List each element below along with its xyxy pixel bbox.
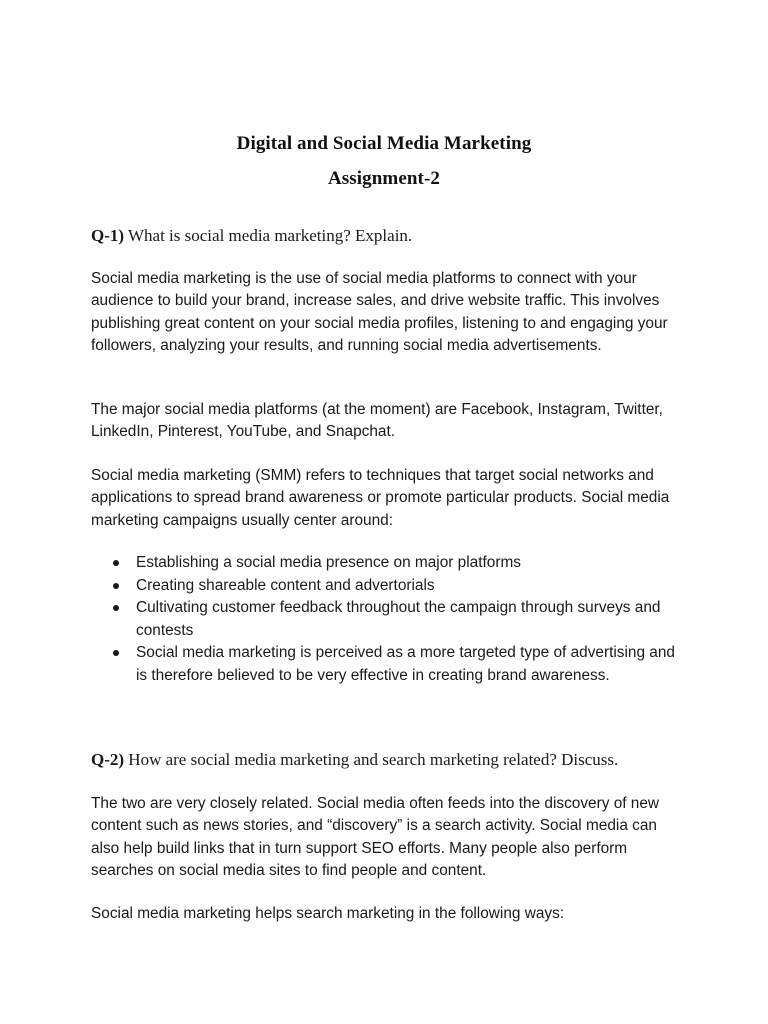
question-2-number: Q-2)	[91, 750, 125, 769]
paragraph-q1-2: The major social media platforms (at the moment) are Facebook, Instagram, Twitter, LinkedIn, Pinterest, YouTube, and Snapchat.	[91, 401, 663, 441]
bullet-icon	[113, 605, 119, 611]
paragraph-q1-3: Social media marketing (SMM) refers to techniques that target social networks and applications to spread brand awareness or promote particular products. Social media marketing campaigns usually center around:	[91, 467, 670, 529]
question-1	[91, 226, 731, 246]
question-1-text: What is social media marketing? Explain.	[124, 226, 413, 245]
bullet-icon	[113, 560, 119, 566]
paragraph-q2-1: The two are very closely related. Social media often feeds into the discovery of new content such as news stories, and “discovery” is a search activity. Social media can also help build links that in turn support SEO efforts. Many people also perform searches on social media sites to find people and content.	[91, 795, 660, 879]
question-2-text: How are social media marketing and search marketing related? Discuss.	[124, 750, 619, 769]
list-item	[91, 575, 681, 598]
list-item-text: Cultivating customer feedback throughout the campaign through surveys and contests	[136, 599, 661, 639]
list-item-text: Social media marketing is perceived as a more targeted type of advertising and is therefore believed to be very effective in creating brand awareness.	[136, 644, 675, 684]
paragraph-q1-1: Social media marketing is the use of social media platforms to connect with your audience to build your brand, increase sales, and drive website traffic. This involves publishing great content on your social media profiles, listening to and engaging your followers, analyzing your results, and running social media advertisements.	[91, 270, 668, 354]
bullet-icon	[113, 583, 119, 589]
bullet-list	[91, 552, 681, 687]
list-item-text: Establishing a social media presence on major platforms	[136, 554, 521, 571]
list-item	[91, 642, 681, 687]
question-1-number: Q-1)	[91, 226, 125, 245]
paragraph-q2-2: Social media marketing helps search marketing in the following ways:	[91, 905, 565, 922]
bullet-icon	[113, 650, 119, 656]
list-item-text: Creating shareable content and advertorials	[136, 576, 435, 594]
document-title: Digital and Social Media Marketing	[236, 133, 532, 154]
question-2	[91, 750, 731, 770]
list-item	[91, 597, 681, 642]
document-subtitle: Assignment-2	[327, 168, 441, 189]
list-item	[91, 552, 681, 575]
